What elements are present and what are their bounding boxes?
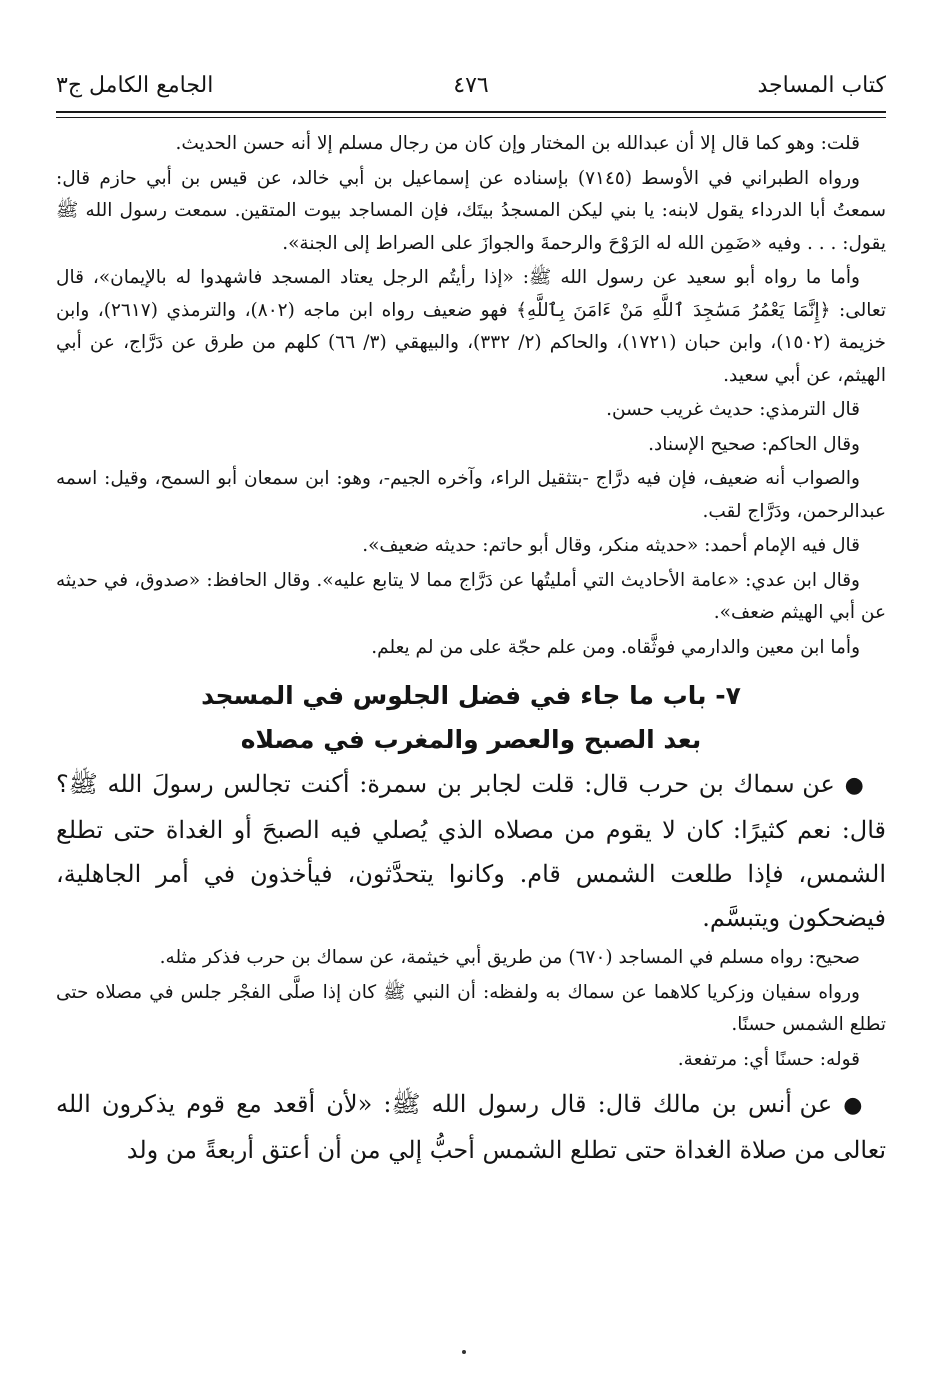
header-book-section: كتاب المساجد bbox=[757, 73, 886, 98]
bullet-icon: ● bbox=[843, 1093, 866, 1118]
hadith-1 bbox=[56, 762, 886, 940]
running-header bbox=[56, 66, 886, 106]
paragraph-ibn-adi: وقال ابن عدي: «عامة الأحاديث التي أمليتُها عن دَرَّاج مما لا يتابع عليه». وقال الحافظ: «صدوق، في حديثه عن أبي الهيثم ضعف». bbox=[56, 569, 886, 623]
paragraph-commentary-1: قلت: وهو كما قال إلا أن عبدالله بن المختار وإن كان من رجال مسلم إلا أنه حسن الحديث. bbox=[175, 133, 860, 154]
paragraph-tabarani: ورواه الطبراني في الأوسط (٧١٤٥) بإسناده عن إسماعيل بن أبي خالد، عن قيس بن أبي حازم قال: سمعتُ أبا الدرداء يقول لابنه: يا بني ليكن المسجدُ بيتَك، فإن المساجد بيوت المتقين. سمعت رسول الله ﷺ يقول: . . . وفيه «ضَمِن الله له الرَوْحَ والرحمةَ والجوازَ على الصراط إلى الجنة». bbox=[56, 167, 886, 254]
hadith-1-grading: صحيح: رواه مسلم في المساجد (٦٧٠) من طريق أبي خيثمة، عن سماك بن حرب فذكر مثله. bbox=[159, 947, 860, 968]
page-body bbox=[56, 128, 886, 1172]
hadith-2 bbox=[56, 1082, 886, 1172]
page-footer-mark bbox=[462, 1350, 466, 1354]
header-book-title: الجامع الكامل ج٣ bbox=[56, 73, 214, 98]
paragraph-ibn-main: وأما ابن معين والدارمي فوثَّقاه. ومن علم حجّة على من لم يعلم. bbox=[371, 636, 860, 658]
hadith-1-text: عن سماك بن حرب قال: قلت لجابر بن سمرة: أكنت تجالس رسولَ الله ﷺ؟ قال: نعم كثيرًا: كان لا يقوم من مصلاه الذي يُصلي فيه الصبحَ أو الغداة حتى تطلع الشمس، فإذا طلعت الشمس قام. وكانوا يتحدَّثون، فيأخذون في أمر الجاهلية، فيضحكون ويتبسَّم. bbox=[56, 770, 886, 932]
paragraph-darraj: والصواب أنه ضعيف، فإن فيه درَّاج -بتثقيل الراء، وآخره الجيم-، وهو: ابن سمعان أبو السمح، وقيل: اسمه عبدالرحمن، ودَرَّاج لقب. bbox=[56, 468, 886, 522]
paragraph-abu-said: وأما ما رواه أبو سعيد عن رسول الله ﷺ: «إذا رأيتُم الرجل يعتاد المسجد فاشهدوا له بالإيمان»، قال تعالى: ﴿إِنَّمَا يَعْمُرُ مَسَٰجِدَ ٱللَّهِ مَنْ ءَامَنَ بِٱللَّهِ﴾ فهو ضعيف رواه ابن ماجه (٨٠٢)، والترمذي (٢٦١٧)، وابن خزيمة (١٥٠٢)، وابن حبان (١٧٢١)، والحاكم (٢/ ٣٣٢)، والبيهقي (٣/ ٦٦) كلهم من طرق عن دَرَّاج، عن أبي الهيثم، عن أبي سعيد. bbox=[56, 267, 886, 386]
hadith-1-gloss: قوله: حسنًا أي: مرتفعة. bbox=[677, 1048, 860, 1070]
hadith-1-variant: ورواه سفيان وزكريا كلاهما عن سماك به ولفظه: أن النبي ﷺ كان إذا صلَّى الفجْر جلس في مصلاه حتى تطلع الشمس حسنًا. bbox=[56, 981, 886, 1035]
hadith-2-text: عن أنس بن مالك قال: قال رسول الله ﷺ: «لأن أقعد مع قوم يذكرون الله تعالى من صلاة الغداة حتى تطلع الشمس أحبُّ إلي من أن أعتق أربعةً من ولد bbox=[56, 1090, 886, 1164]
chapter-title-line-2: بعد الصبح والعصر والمغرب في مصلاه bbox=[240, 725, 702, 754]
header-rule-thick bbox=[56, 111, 886, 113]
bullet-icon: ● bbox=[844, 773, 866, 798]
header-rule-thin bbox=[56, 117, 886, 118]
chapter-title-line-1: ٧- باب ما جاء في فضل الجلوس في المسجد bbox=[201, 681, 741, 710]
page-number: ٤٧٦ bbox=[453, 73, 489, 98]
paragraph-ahmad: قال فيه الإمام أحمد: «حديثه منكر، وقال أبو حاتم: حديثه ضعيف». bbox=[362, 535, 860, 556]
paragraph-hakim: وقال الحاكم: صحيح الإسناد. bbox=[648, 433, 860, 455]
paragraph-tirmidhi: قال الترمذي: حديث غريب حسن. bbox=[606, 399, 860, 420]
